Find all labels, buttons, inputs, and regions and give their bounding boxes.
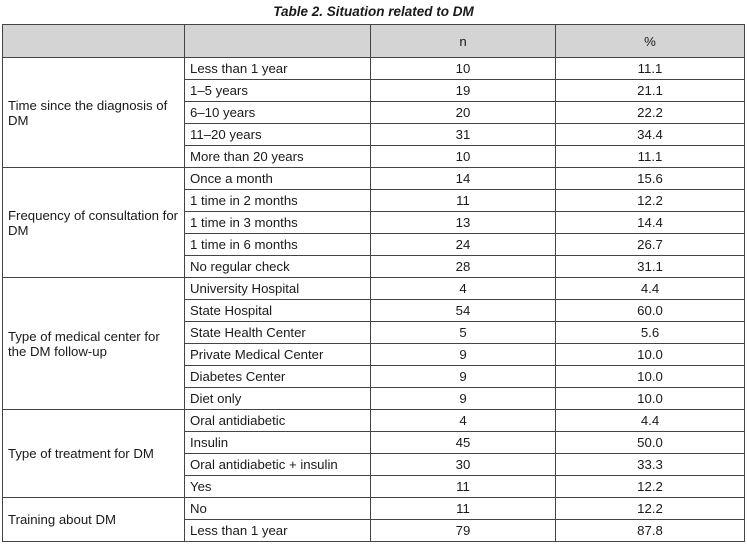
row-item: 11–20 years [185, 124, 371, 146]
row-item: Less than 1 year [185, 58, 371, 80]
header-group-cell [3, 25, 185, 58]
row-n: 9 [371, 388, 556, 410]
row-percent: 10.0 [556, 344, 745, 366]
row-percent: 60.0 [556, 300, 745, 322]
row-n: 4 [371, 410, 556, 432]
row-percent: 34.4 [556, 124, 745, 146]
row-item: 1 time in 2 months [185, 190, 371, 212]
row-n: 31 [371, 124, 556, 146]
row-percent: 22.2 [556, 102, 745, 124]
row-n: 24 [371, 234, 556, 256]
group-label: Type of medical center for the DM follow-up [3, 278, 185, 410]
row-item: No [185, 498, 371, 520]
row-percent: 31.1 [556, 256, 745, 278]
table-row [3, 498, 745, 520]
row-percent: 33.3 [556, 454, 745, 476]
header-item-cell [185, 25, 371, 58]
row-item: 1 time in 3 months [185, 212, 371, 234]
row-percent: 21.1 [556, 80, 745, 102]
group-label: Type of treatment for DM [3, 410, 185, 498]
table-row [3, 410, 745, 432]
row-n: 11 [371, 498, 556, 520]
row-percent: 5.6 [556, 322, 745, 344]
row-item: Once a month [185, 168, 371, 190]
row-n: 19 [371, 80, 556, 102]
row-percent: 4.4 [556, 410, 745, 432]
row-percent: 11.1 [556, 146, 745, 168]
table-row [3, 58, 745, 80]
table-title: Table 2. Situation related to DM [273, 4, 474, 19]
row-n: 5 [371, 322, 556, 344]
row-percent: 12.2 [556, 498, 745, 520]
row-n: 28 [371, 256, 556, 278]
row-item: 1–5 years [185, 80, 371, 102]
row-item: No regular check [185, 256, 371, 278]
row-item: Insulin [185, 432, 371, 454]
row-percent: 10.0 [556, 388, 745, 410]
row-percent: 26.7 [556, 234, 745, 256]
row-item: More than 20 years [185, 146, 371, 168]
row-percent: 4.4 [556, 278, 745, 300]
row-n: 9 [371, 344, 556, 366]
row-n: 54 [371, 300, 556, 322]
row-percent: 15.6 [556, 168, 745, 190]
header-n: n [371, 25, 556, 58]
table-row [3, 278, 745, 300]
row-item: Oral antidiabetic [185, 410, 371, 432]
row-n: 13 [371, 212, 556, 234]
row-percent: 12.2 [556, 476, 745, 498]
row-item: Diet only [185, 388, 371, 410]
row-item: Private Medical Center [185, 344, 371, 366]
group-label: Time since the diagnosis of DM [3, 58, 185, 168]
row-n: 10 [371, 58, 556, 80]
row-item: Yes [185, 476, 371, 498]
row-item: Oral antidiabetic + insulin [185, 454, 371, 476]
row-item: State Health Center [185, 322, 371, 344]
row-n: 9 [371, 366, 556, 388]
row-n: 45 [371, 432, 556, 454]
table-header [3, 25, 745, 58]
row-item: Less than 1 year [185, 520, 371, 542]
group-label: Frequency of consultation for DM [3, 168, 185, 278]
header-percent: % [556, 25, 745, 58]
header-row [3, 25, 745, 58]
row-n: 4 [371, 278, 556, 300]
row-item: State Hospital [185, 300, 371, 322]
row-percent: 87.8 [556, 520, 745, 542]
row-percent: 10.0 [556, 366, 745, 388]
row-n: 14 [371, 168, 556, 190]
table-row [3, 168, 745, 190]
row-item: Diabetes Center [185, 366, 371, 388]
row-n: 11 [371, 476, 556, 498]
row-item: 6–10 years [185, 102, 371, 124]
row-n: 30 [371, 454, 556, 476]
row-percent: 50.0 [556, 432, 745, 454]
row-percent: 14.4 [556, 212, 745, 234]
table-body [3, 58, 745, 542]
row-percent: 11.1 [556, 58, 745, 80]
row-n: 10 [371, 146, 556, 168]
situation-table [2, 24, 745, 542]
row-item: 1 time in 6 months [185, 234, 371, 256]
row-percent: 12.2 [556, 190, 745, 212]
group-label: Training about DM [3, 498, 185, 542]
row-n: 20 [371, 102, 556, 124]
row-n: 79 [371, 520, 556, 542]
row-n: 11 [371, 190, 556, 212]
row-item: University Hospital [185, 278, 371, 300]
